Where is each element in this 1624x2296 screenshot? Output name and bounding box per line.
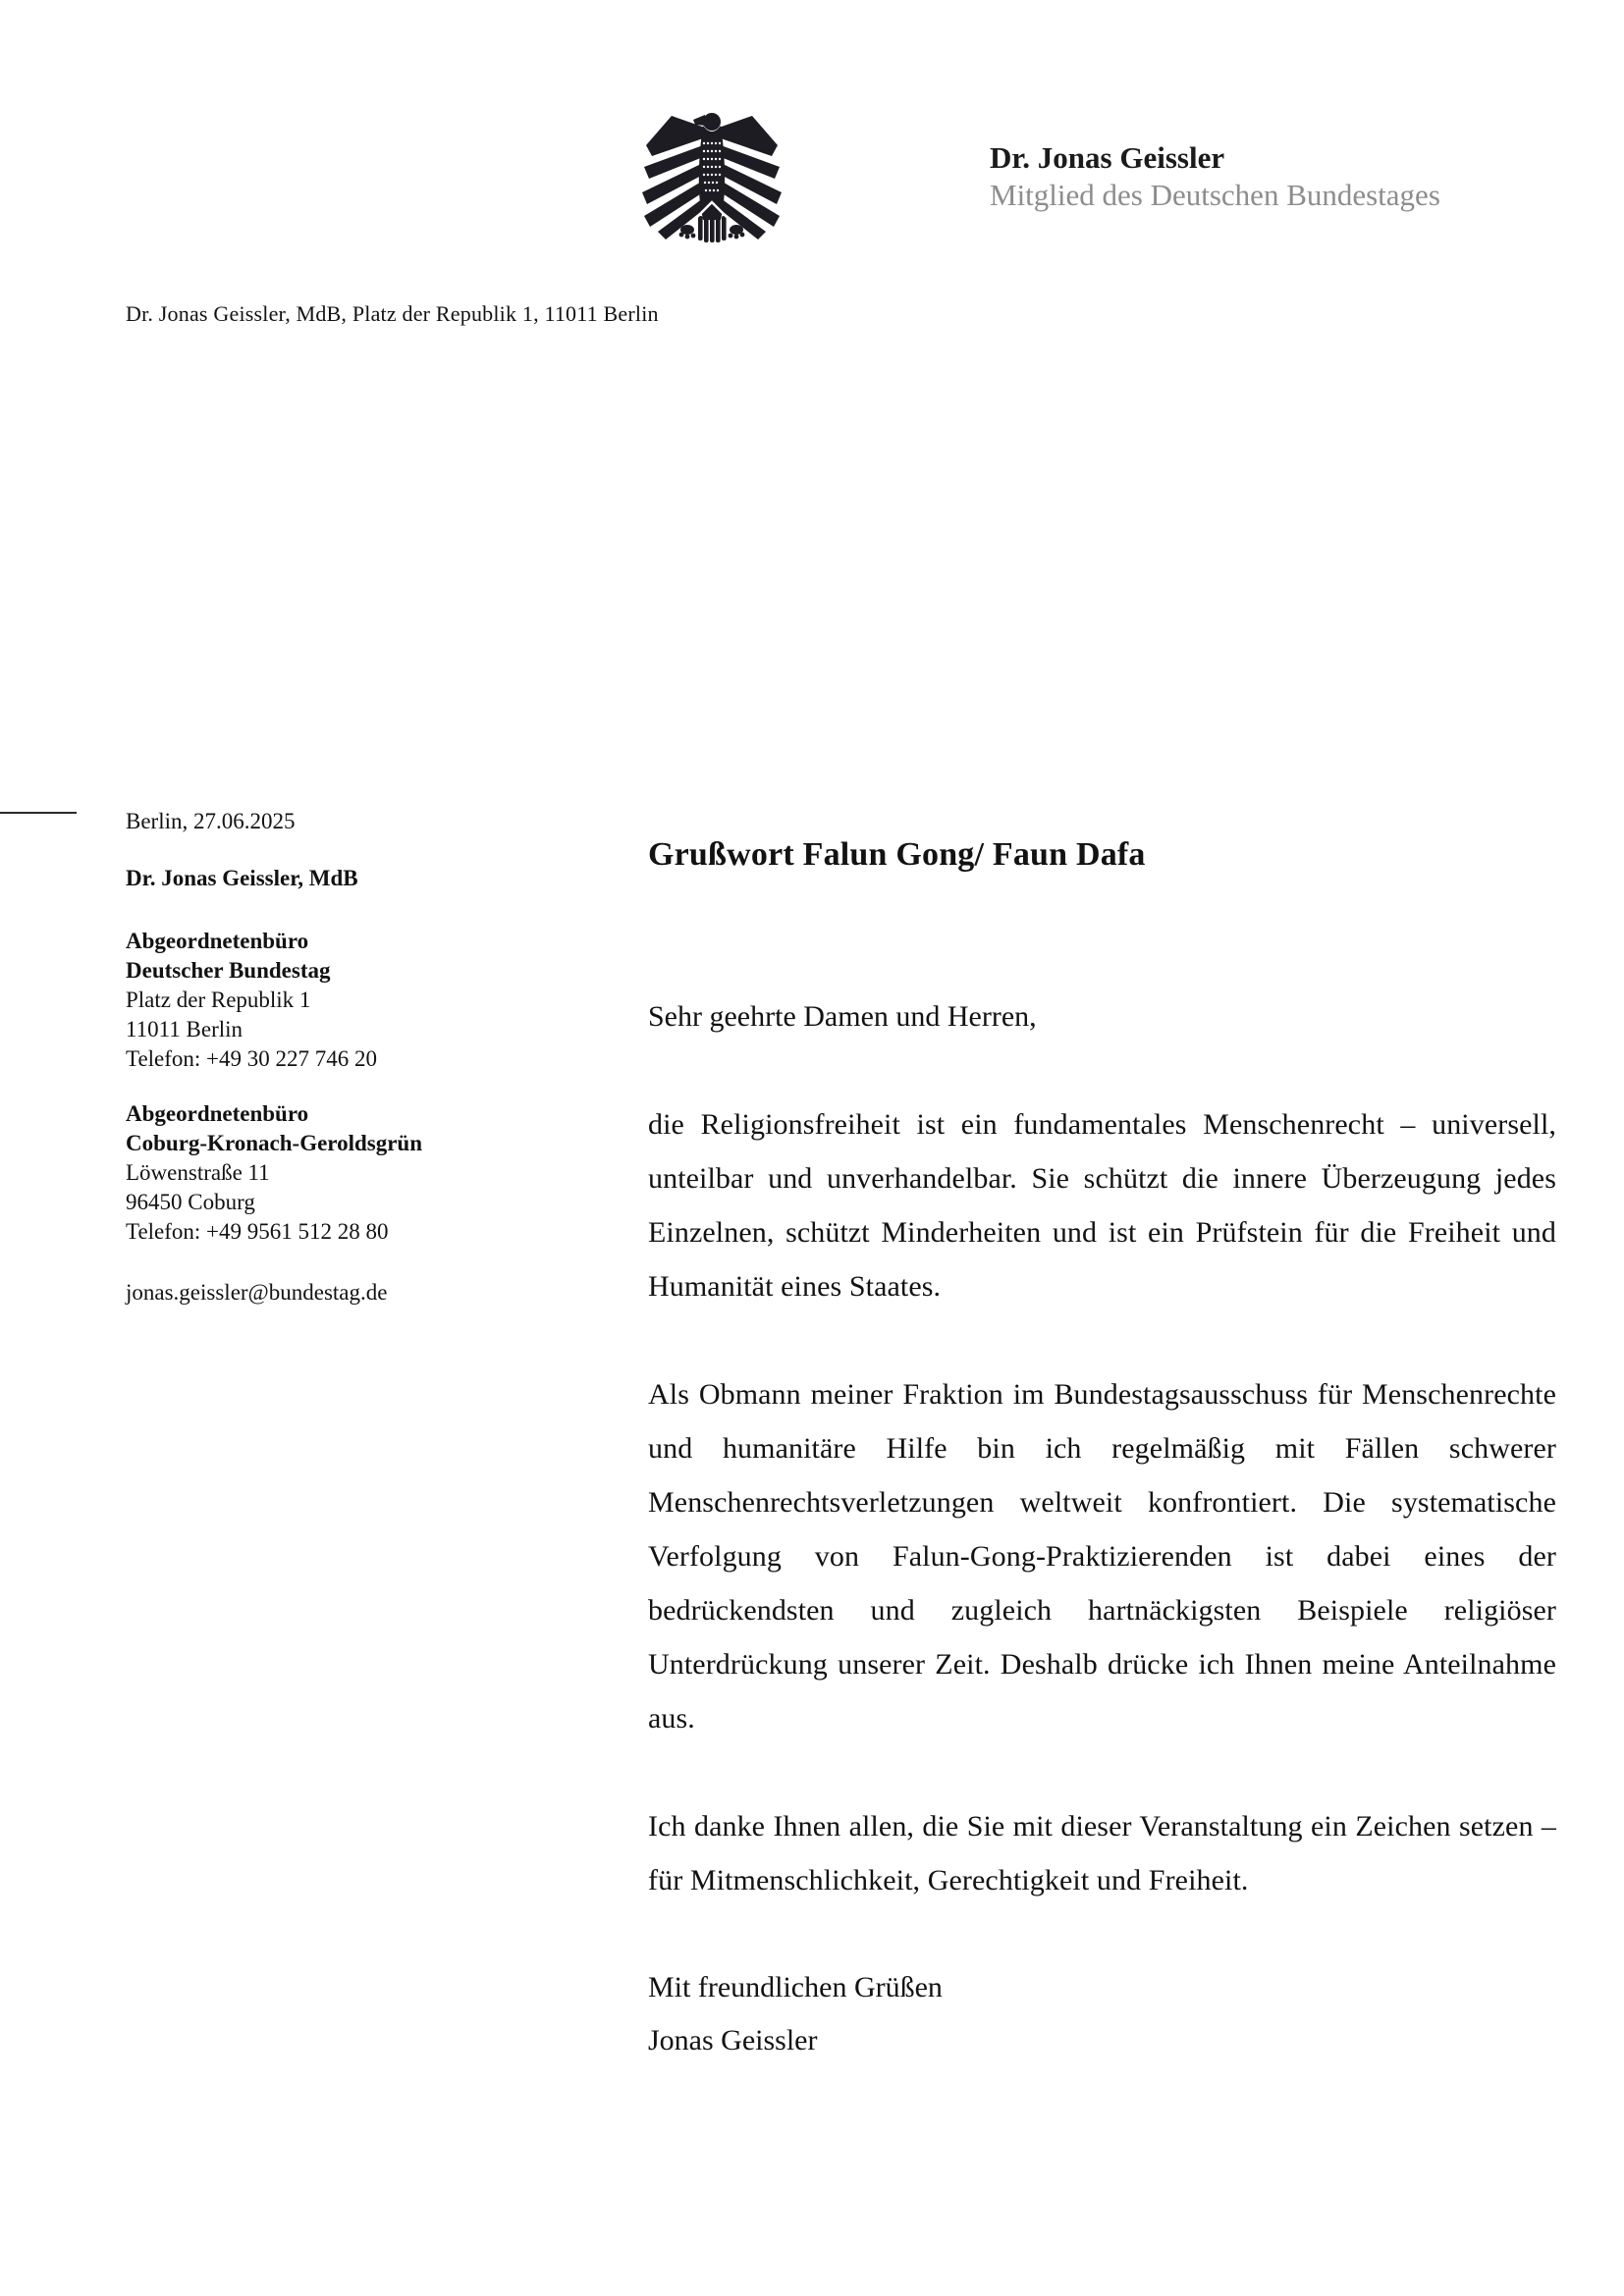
office-coburg-street: Löwenstraße 11	[126, 1160, 270, 1185]
office-coburg-city: 96450 Coburg	[126, 1190, 255, 1214]
letterhead-name: Dr. Jonas Geissler	[990, 140, 1225, 175]
paragraph-2: Als Obmann meiner Fraktion im Bundestagsausschuss für Menschenrechte und humanitäre Hilfe bin ich regelmäßig mit Fällen schwerer Menschenrechtsverletzungen weltweit konfrontiert. Die systematische Verfolgung von Falun-Gong-Praktizierenden ist dabei eines der bedrückendsten und zugleich hartnäckigsten Beispiele religiöser Unterdrückung unserer Zeit. Deshalb drücke ich Ihnen meine Anteilnahme aus.	[648, 1378, 1556, 1735]
office-coburg-block	[126, 1099, 587, 1247]
paragraph-3: Ich danke Ihnen allen, die Sie mit dieser Veranstaltung ein Zeichen setzen – für Mitmenschlichkeit, Gerechtigkeit und Freiheit.	[648, 1810, 1556, 1896]
signature-name: Jonas Geissler	[648, 2024, 818, 2056]
sender-address-line: Dr. Jonas Geissler, MdB, Platz der Republik 1, 11011 Berlin	[126, 301, 659, 326]
letter-title: Grußwort Falun Gong/ Faun Dafa	[648, 836, 1146, 873]
office-berlin-subtitle: Deutscher Bundestag	[126, 958, 331, 983]
closing-block	[648, 1961, 1556, 2067]
closing-formula: Mit freundlichen Grüßen	[648, 1971, 943, 2003]
office-berlin-city: 11011 Berlin	[126, 1017, 244, 1041]
letter-body	[648, 834, 1556, 2067]
sidebar-name: Dr. Jonas Geissler, MdB	[126, 866, 358, 890]
office-coburg-subtitle: Coburg-Kronach-Geroldsgrün	[126, 1131, 423, 1155]
office-berlin-phone: Telefon: +49 30 227 746 20	[126, 1046, 378, 1071]
fold-mark-line	[0, 812, 77, 814]
email-address: jonas.geissler@bundestag.de	[126, 1280, 388, 1305]
letter-date: Berlin, 27.06.2025	[126, 809, 296, 833]
letterhead	[990, 139, 1440, 214]
office-berlin-street: Platz der Republik 1	[126, 988, 311, 1012]
paragraph-1: die Religionsfreiheit ist ein fundamentales Menschenrecht – universell, unteilbar und unverhandelbar. Sie schützt die innere Überzeugung jedes Einzelnen, schützt Minderheiten und ist ein Prüfstein für die Freiheit und Humanität eines Staates.	[648, 1108, 1556, 1303]
letterhead-subtitle: Mitglied des Deutschen Bundestages	[990, 178, 1440, 212]
salutation: Sehr geehrte Damen und Herren,	[648, 1000, 1037, 1033]
office-berlin-title: Abgeordnetenbüro	[126, 929, 309, 953]
office-coburg-title: Abgeordnetenbüro	[126, 1101, 309, 1126]
bundestag-eagle-icon	[638, 112, 785, 244]
office-berlin-block	[126, 927, 587, 1074]
contact-sidebar	[126, 807, 587, 1308]
office-coburg-phone: Telefon: +49 9561 512 28 80	[126, 1219, 389, 1244]
